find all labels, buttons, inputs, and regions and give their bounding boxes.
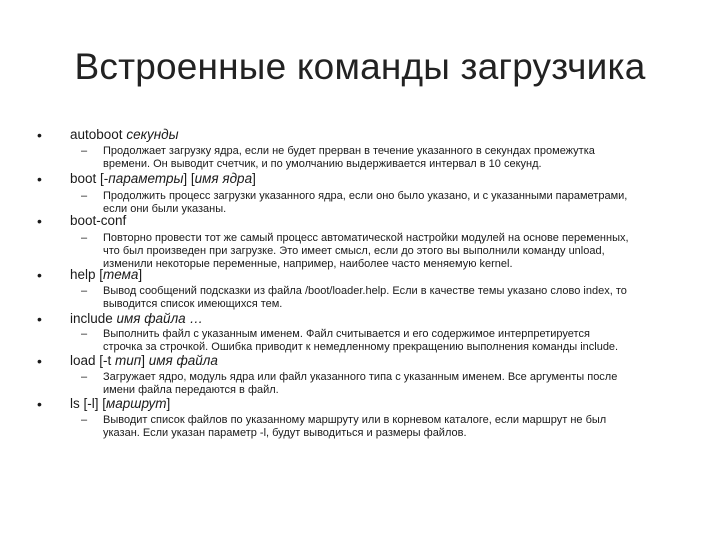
dash: –: [81, 328, 88, 340]
description: Загружает ядро, модуль ядра или файл указанного типа с указанным именем. Все аргументы после имени файла передаются в файл.: [103, 371, 618, 396]
bullet: •: [37, 267, 42, 283]
command-label: autoboot секунды: [70, 127, 179, 142]
command-label: boot [-параметры] [имя ядра]: [70, 171, 256, 186]
bullet: •: [37, 353, 42, 369]
dash: –: [81, 414, 88, 426]
dash: –: [81, 145, 88, 157]
description: Выполнить файл с указанным именем. Файл считывается и его содержимое интерпретируется строчка за строчкой. Ошибка приводит к немедленному прекращению выполнения команды include.: [103, 328, 619, 353]
description: Выводит список файлов по указанному маршруту или в корневом каталоге, если маршрут не был указан. Если указан параметр -l, будут выводиться и размеры файлов.: [103, 414, 607, 439]
description: Продолжает загрузку ядра, если не будет прерван в течение указанного в секундах промежутка времени. Он выводит счетчик, и по умолчанию выдерживается интервал в 10 секунд.: [103, 145, 595, 170]
bullet: •: [37, 127, 42, 143]
description: Повторно провести тот же самый процесс автоматической настройки модулей на основе переменных, что был произведен при загрузке. Это имеет смысл, если до этого вы выполнили команду unload, изменили некоторые переменные, например, наиболее часто меняемую kernel.: [103, 232, 629, 270]
bullet: •: [37, 311, 42, 327]
bullet: •: [37, 213, 42, 229]
bullet: •: [37, 171, 42, 187]
command-label: ls [-l] [маршрут]: [70, 396, 171, 411]
description: Вывод сообщений подсказки из файла /boot/loader.help. Если в качестве темы указано слово index, то выводится список имеющихся тем.: [103, 285, 627, 310]
command-label: boot-conf: [70, 213, 127, 228]
command-label: include имя файла …: [70, 311, 203, 326]
bullet: •: [37, 396, 42, 412]
dash: –: [81, 285, 88, 297]
command-label: help [тема]: [70, 267, 143, 282]
dash: –: [81, 371, 88, 383]
slide-title: Встроенные команды загрузчика: [74, 46, 646, 87]
description: Продолжить процесс загрузки указанного ядра, если оно было указано, и с указанными параметрами, если они были указаны.: [103, 190, 628, 215]
command-label: load [-t тип] имя файла: [70, 353, 218, 368]
dash: –: [81, 190, 88, 202]
dash: –: [81, 232, 88, 244]
